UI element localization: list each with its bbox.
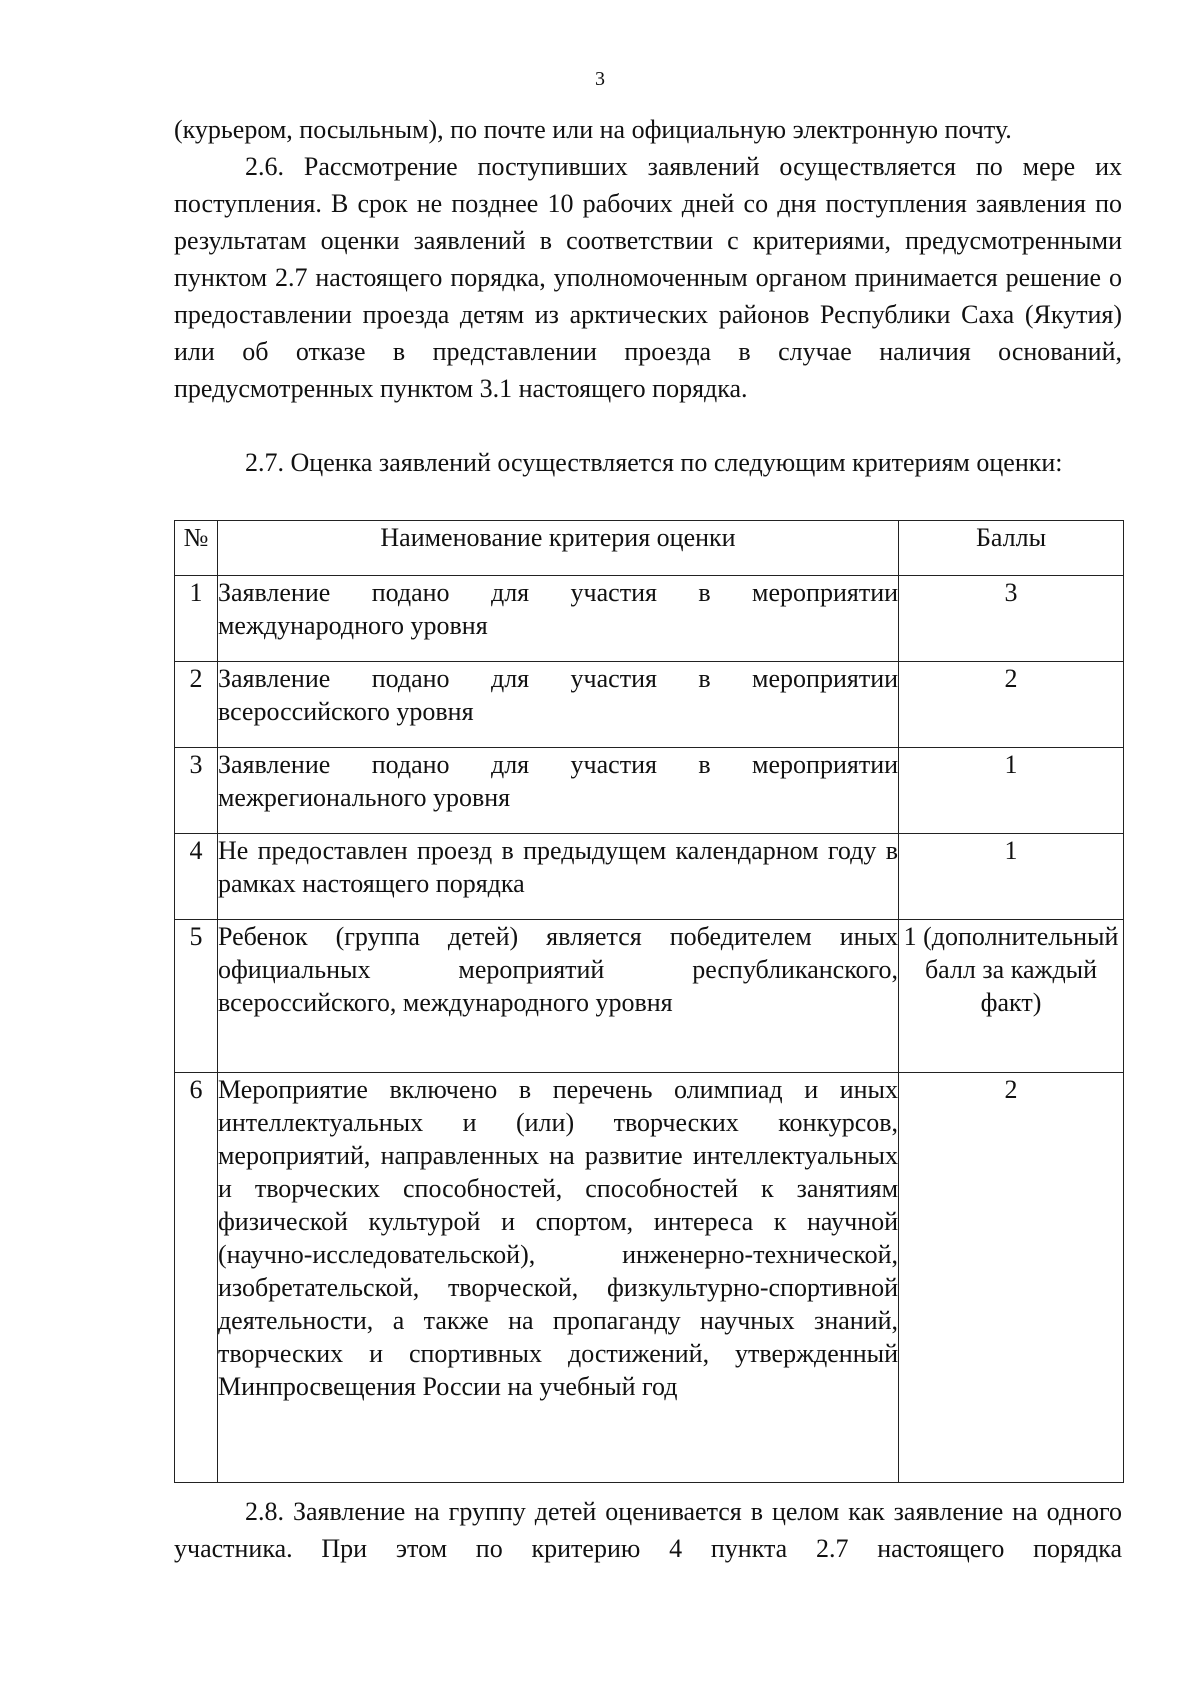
table-row [175, 920, 1124, 1073]
row-criterion-name: Заявление подано для участия в мероприятии всероссийского уровня [217, 662, 898, 748]
row-criterion-name: Мероприятие включено в перечень олимпиад и иных интеллектуальных и (или) творческих конкурсов, мероприятий, направленных на развитие интеллектуальных и творческих способностей, способностей к занятиям физической культурой и спортом, интереса к научной (научно-исследовательской), инженерно-технической, изобретательской, творческой, физкультурно-спортивной деятельности, а также на пропаганду научных знаний, творческих и спортивных достижений, утвержденный Минпросвещения России на учебный год [217, 1073, 898, 1483]
row-score: 2 [899, 662, 1124, 748]
table-row [175, 1073, 1124, 1483]
criteria-table [174, 520, 1124, 1483]
row-number: 5 [175, 920, 218, 1073]
row-score: 2 [899, 1073, 1124, 1483]
row-score: 1 (дополнительный балл за каждый факт) [899, 920, 1124, 1073]
table-row [175, 748, 1124, 834]
paragraph-2-6: 2.6. Рассмотрение поступивших заявлений осуществляется по мере их поступления. В срок не позднее 10 рабочих дней со дня поступления заявления по результатам оценки заявлений в соответствии с критериями, предусмотренными пунктом 2.7 настоящего порядка, уполномоченным органом принимается решение о предоставлении проезда детям из арктических районов Республики Саха (Якутия) или об отказе в представлении проезда в случае наличия оснований, предусмотренных пунктом 3.1 настоящего порядка. [174, 152, 1122, 403]
row-criterion-name: Не предоставлен проезд в предыдущем календарном году в рамках настоящего порядка [217, 834, 898, 920]
header-score: Баллы [899, 521, 1124, 576]
paragraph-2-8: 2.8. Заявление на группу детей оценивается в целом как заявление на одного участника. При этом по критерию 4 пункта 2.7 настоящего порядка [174, 1497, 1122, 1563]
row-score: 1 [899, 748, 1124, 834]
paragraph-2-7: 2.7. Оценка заявлений осуществляется по следующим критериям оценки: [245, 448, 1063, 477]
row-criterion-name: Ребенок (группа детей) является победителем иных официальных мероприятий республиканского, всероссийского, международного уровня [217, 920, 898, 1073]
row-number: 1 [175, 576, 218, 662]
row-number: 4 [175, 834, 218, 920]
row-number: 3 [175, 748, 218, 834]
row-score: 3 [899, 576, 1124, 662]
table-row [175, 834, 1124, 920]
table-row [175, 576, 1124, 662]
page-number: 3 [595, 68, 605, 90]
row-number: 6 [175, 1073, 218, 1483]
row-criterion-name: Заявление подано для участия в мероприятии межрегионального уровня [217, 748, 898, 834]
header-number: № [175, 521, 218, 576]
row-score: 1 [899, 834, 1124, 920]
table-row [175, 662, 1124, 748]
paragraph-intro-continuation: (курьером, посыльным), по почте или на официальную электронную почту. [174, 115, 1012, 144]
header-criterion-name: Наименование критерия оценки [217, 521, 898, 576]
row-criterion-name: Заявление подано для участия в мероприятии международного уровня [217, 576, 898, 662]
table-header-row [175, 521, 1124, 576]
row-number: 2 [175, 662, 218, 748]
